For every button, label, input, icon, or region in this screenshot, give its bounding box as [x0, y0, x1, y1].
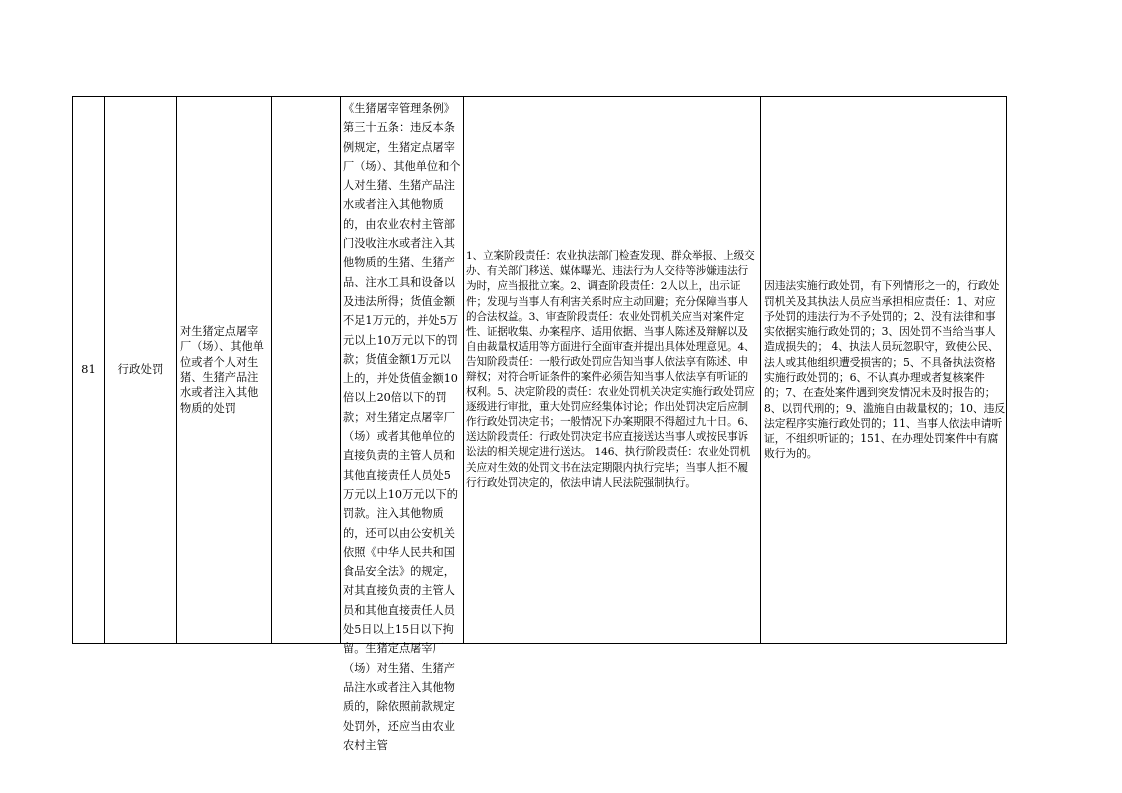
accountability-text: 因违法实施行政处罚，有下列情形之一的，行政处罚机关及其执法人员应当承担相应责任：1、对应予处罚的违法行为不予处罚的；2、没有法律和事实依据实施行政处罚的；3、因处罚不当给当事人造成损失的； 4、执法人员玩忽职守，致使公民、法人或其他组织遭受损害的；5、不具备执法资格实施行政处罚的；6、不认真办理或者复核案件的；7、在查处案件遇到突发情况未及时报告的；8、以罚代刑的；9、滥施自由裁量权的；10、违反法定程序实施行政处罚的；11、当事人依法申请听证，不组织听证的；151、在办理处罚案件中有腐败行为的。: [764, 279, 1006, 461]
responsibility-text: 1、立案阶段责任：农业执法部门检查发现、群众举报、上级交办、有关部门移送、媒体曝光、违法行为人交待等涉嫌违法行为时，应当报批立案。2、调查阶段责任：2人以上，出示证件；发现与当事人有利害关系时应主动回避；充分保障当事人的合法权益。3、审查阶段责任：农业处罚机关应当对案件定性、证据收集、办案程序、适用依据、当事人陈述及辩解以及自由裁量权适用等方面进行全面审查并提出具体处理意见。4、告知阶段责任：一般行政处罚应告知当事人依法享有陈述、申辩权；对符合听证条件的案件必须告知当事人依法享有听证的权利。5、决定阶段的责任：农业处罚机关决定实施行政处罚应逐级进行审批，重大处罚应经集体讨论；作出处罚决定后应制作行政处罚决定书；一般情况下办案期限不得超过九十日。6、送达阶段责任：行政处罚决定书应直接送达当事人或按民事诉讼法的相关规定进行送达。 146、执行阶段责任：农业处罚机关应对生效的处罚文书在法定期限内执行完毕；当事人拒不履行行政处罚决定的，依法申请人民法院强制执行。: [466, 250, 755, 489]
responsibility-cell: [464, 97, 761, 643]
power-type: 行政处罚: [117, 362, 164, 377]
legal-basis: 《生猪屠宰管理条例》第三十五条：违反本条例规定，生猪定点屠宰厂（场）、其他单位和个人对生猪、生猪产品注水或者注入其他物质的，由农业农村主管部门没收注水或者注入其他物质的生猪、生猪产品、注水工具和设备以及违法所得；货值金额不足1万元的，并处5万元以上10万元以下的罚款；货值金额1万元以上的，并处货值金额10倍以上20倍以下的罚款；对生猪定点屠宰厂（场）或者其他单位的直接负责的主管人员和其他直接责任人员处5万元以上10万元以下的罚款。注入其他物质的，还可以由公安机关依照《中华人民共和国食品安全法》的规定，对其直接负责的主管人员和其他直接责任人员处5日以上15日以下拘留。生猪定点屠宰厂（场）对生猪、生猪产品注水或者注入其他物质的，除依照前款规定处罚外，还应当由农业农村主管: [343, 102, 461, 752]
item-name: 对生猪定点屠宰厂（场）、其他单位或者个人对生猪、生猪产品注水或者注入其他物质的处罚: [180, 324, 264, 415]
responsibility-table: [72, 96, 1007, 752]
row-number: 81: [81, 362, 96, 377]
power-type-cell: [105, 97, 177, 643]
sub-item-cell: [272, 97, 341, 643]
accountability-cell: [761, 97, 1008, 643]
row-number-cell: [73, 97, 105, 643]
legal-basis-cell: [341, 97, 464, 752]
item-name-cell: [177, 97, 272, 643]
